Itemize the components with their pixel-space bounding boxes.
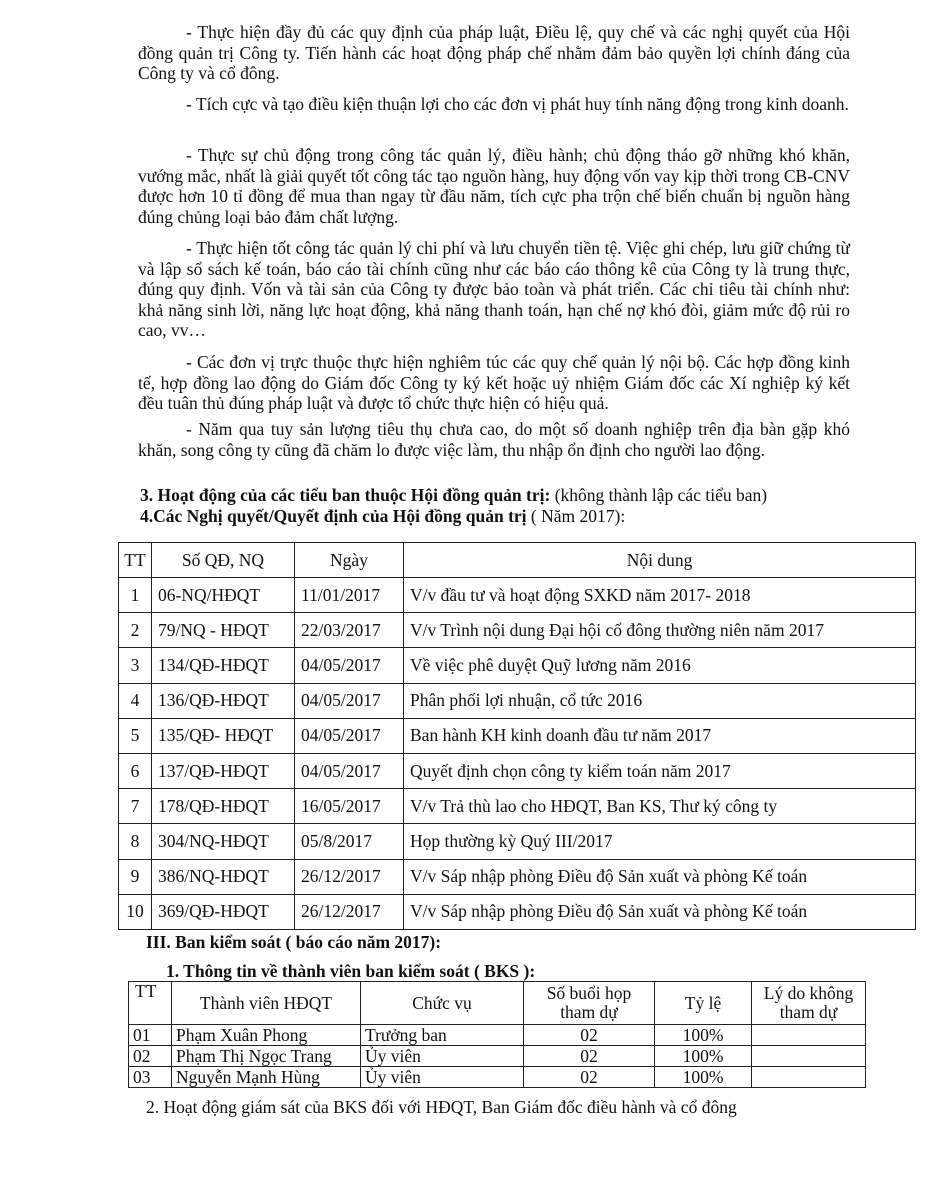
- cell-number: 178/QĐ-HĐQT: [152, 789, 295, 824]
- paragraph-legal-compliance: [138, 22, 850, 84]
- cell-tt: 1: [119, 578, 152, 613]
- cell-position: Trưởng ban: [361, 1025, 524, 1046]
- header-meetings-attended: Số buổi họp tham dự: [524, 982, 655, 1025]
- cell-date: 04/05/2017: [295, 683, 404, 718]
- paragraph-text: - Tích cực và tạo điều kiện thuận lợi cho các đơn vị phát huy tính năng động trong kinh doanh.: [186, 94, 849, 114]
- cell-tt: 6: [119, 753, 152, 788]
- cell-date: 26/12/2017: [295, 894, 404, 929]
- cell-content: V/v Sáp nhập phòng Điều độ Sản xuất và phòng Kế toán: [404, 894, 916, 929]
- table-row: [119, 859, 916, 894]
- cell-meetings: 02: [524, 1025, 655, 1046]
- paragraph-text: - Thực sự chủ động trong công tác quản lý, điều hành; chủ động tháo gỡ những khó khăn, vướng mắc, nhất là giải quyết tốt công tác tạo nguồn hàng, huy động vốn vay kịp thời trong CB-CNV được hơn 10 tỉ đồng để mua than ngay từ đầu năm, tích cực pha trộn chế biến chuẩn bị nguồn hàng đúng chủng loại bảo đảm chất lượng.: [138, 145, 850, 227]
- cell-ratio: 100%: [655, 1046, 752, 1067]
- table-row: [119, 683, 916, 718]
- cell-tt: 5: [119, 718, 152, 753]
- section-4-title: 4.Các Nghị quyết/Quyết định của Hội đồng quản trị: [140, 506, 527, 526]
- table-row: [119, 789, 916, 824]
- cell-number: 135/QĐ- HĐQT: [152, 718, 295, 753]
- cell-tt: 8: [119, 824, 152, 859]
- table-row: [119, 753, 916, 788]
- section-3-note: (không thành lập các tiểu ban): [550, 485, 768, 505]
- cell-member: Nguyễn Mạnh Hùng: [172, 1067, 361, 1088]
- cell-number: 304/NQ-HĐQT: [152, 824, 295, 859]
- paragraph-business-dynamism: [138, 94, 850, 115]
- cell-content: Ban hành KH kinh doanh đầu tư năm 2017: [404, 718, 916, 753]
- cell-date: 05/8/2017: [295, 824, 404, 859]
- table-row: [119, 648, 916, 683]
- header-ratio: Tỷ lệ: [655, 982, 752, 1025]
- cell-ratio: 100%: [655, 1025, 752, 1046]
- header-position: Chức vụ: [361, 982, 524, 1025]
- section-4-heading: [140, 506, 625, 527]
- cell-tt: 7: [119, 789, 152, 824]
- cell-member: Phạm Thị Ngọc Trang: [172, 1046, 361, 1067]
- header-date: Ngày: [295, 543, 404, 578]
- cell-tt: 4: [119, 683, 152, 718]
- table-row: [129, 1025, 866, 1046]
- cell-content: Họp thường kỳ Quý III/2017: [404, 824, 916, 859]
- section-3-title: 3. Hoạt động của các tiểu ban thuộc Hội đồng quản trị:: [140, 485, 551, 505]
- cell-date: 04/05/2017: [295, 648, 404, 683]
- paragraph-text: - Thực hiện tốt công tác quản lý chi phí và lưu chuyển tiền tệ. Việc ghi chép, lưu giữ chứng từ và lập sổ sách kế toán, báo cáo tài chính cũng như các báo cáo thông kê của Công ty là trung thực, đúng quy định. Vốn và tài sản của Công ty được bảo toàn và phát triển. Các chỉ tiêu tài chính như: khả năng sinh lời, năng lực hoạt động, khả năng thanh toán, hạn chế nợ khó đòi, giảm mức độ rủi ro cao, vv…: [138, 238, 850, 340]
- cell-number: 134/QĐ-HĐQT: [152, 648, 295, 683]
- cell-tt: 01: [129, 1025, 172, 1046]
- cell-ratio: 100%: [655, 1067, 752, 1088]
- paragraph-employment: [138, 419, 850, 460]
- cell-content: V/v Trình nội dung Đại hội cổ đông thường niên năm 2017: [404, 613, 916, 648]
- cell-reason: [752, 1025, 866, 1046]
- paragraph-management: [138, 145, 850, 227]
- cell-number: 06-NQ/HĐQT: [152, 578, 295, 613]
- cell-tt: 10: [119, 894, 152, 929]
- table-header-row: [119, 543, 916, 578]
- table-row: [119, 824, 916, 859]
- cell-tt: 2: [119, 613, 152, 648]
- supervisory-board-table: [128, 981, 866, 1088]
- section-3-heading: [140, 485, 767, 506]
- paragraph-text: - Các đơn vị trực thuộc thực hiện nghiêm túc các quy chế quản lý nội bộ. Các hợp đồng kinh tế, hợp đồng lao động do Giám đốc Công ty ký kết hoặc uỷ nhiệm Giám đốc các Xí nghiệp ký kết đều tuân thủ đúng pháp luật và được tổ chức thực hiện có hiệu quả.: [138, 352, 850, 413]
- cell-content: V/v Trả thù lao cho HĐQT, Ban KS, Thư ký công ty: [404, 789, 916, 824]
- paragraph-text: - Thực hiện đầy đủ các quy định của pháp luật, Điều lệ, quy chế và các nghị quyết của Hội đồng quản trị Công ty. Tiến hành các hoạt động pháp chế nhằm đảm bảo quyền lợi chính đáng của Công ty và cổ đông.: [138, 22, 850, 83]
- cell-number: 136/QĐ-HĐQT: [152, 683, 295, 718]
- header-tt: TT: [119, 543, 152, 578]
- cell-number: 79/NQ - HĐQT: [152, 613, 295, 648]
- section-4-note: ( Năm 2017):: [526, 506, 626, 526]
- cell-position: Ủy viên: [361, 1046, 524, 1067]
- cell-date: 26/12/2017: [295, 859, 404, 894]
- header-absence-reason: Lý do không tham dự: [752, 982, 866, 1025]
- cell-content: Về việc phê duyệt Quỹ lương năm 2016: [404, 648, 916, 683]
- header-content: Nội dung: [404, 543, 916, 578]
- cell-position: Ủy viên: [361, 1067, 524, 1088]
- cell-number: 137/QĐ-HĐQT: [152, 753, 295, 788]
- cell-content: Phân phối lợi nhuận, cổ tức 2016: [404, 683, 916, 718]
- paragraph-text: - Năm qua tuy sản lượng tiêu thụ chưa cao, do một số doanh nghiệp trên địa bàn gặp khó khăn, song công ty cũng đã chăm lo được việc làm, thu nhập ổn định cho người lao động.: [138, 419, 850, 460]
- cell-tt: 02: [129, 1046, 172, 1067]
- cell-reason: [752, 1046, 866, 1067]
- cell-tt: 9: [119, 859, 152, 894]
- table-row: [129, 1067, 866, 1088]
- cell-date: 11/01/2017: [295, 578, 404, 613]
- cell-meetings: 02: [524, 1046, 655, 1067]
- cell-reason: [752, 1067, 866, 1088]
- section-III-heading: III. Ban kiểm soát ( báo cáo năm 2017):: [146, 932, 442, 952]
- header-number: Số QĐ, NQ: [152, 543, 295, 578]
- cell-date: 04/05/2017: [295, 753, 404, 788]
- table-header-row: [129, 982, 866, 1025]
- cell-content: Quyết định chọn công ty kiểm toán năm 2017: [404, 753, 916, 788]
- section-III-1-heading: 1. Thông tin về thành viên ban kiểm soát ( BKS ):: [166, 961, 536, 981]
- cell-tt: 3: [119, 648, 152, 683]
- cell-number: 369/QĐ-HĐQT: [152, 894, 295, 929]
- cell-content: V/v Sáp nhập phòng Điều độ Sản xuất và phòng Kế toán: [404, 859, 916, 894]
- cell-content: V/v đầu tư và hoạt động SXKD năm 2017- 2018: [404, 578, 916, 613]
- table-row: [119, 718, 916, 753]
- table-row: [119, 613, 916, 648]
- paragraph-internal-rules: [138, 352, 850, 414]
- cell-member: Phạm Xuân Phong: [172, 1025, 361, 1046]
- table-row: [119, 894, 916, 929]
- table-row: [129, 1046, 866, 1067]
- paragraph-finance: [138, 238, 850, 341]
- cell-meetings: 02: [524, 1067, 655, 1088]
- header-tt: TT: [129, 982, 172, 1025]
- cell-date: 16/05/2017: [295, 789, 404, 824]
- decisions-table: [118, 542, 916, 930]
- cell-number: 386/NQ-HĐQT: [152, 859, 295, 894]
- table-row: [119, 578, 916, 613]
- cell-tt: 03: [129, 1067, 172, 1088]
- cell-date: 22/03/2017: [295, 613, 404, 648]
- cell-date: 04/05/2017: [295, 718, 404, 753]
- header-member: Thành viên HĐQT: [172, 982, 361, 1025]
- section-III-2-heading: 2. Hoạt động giám sát của BKS đối với HĐQT, Ban Giám đốc điều hành và cổ đông: [146, 1097, 737, 1117]
